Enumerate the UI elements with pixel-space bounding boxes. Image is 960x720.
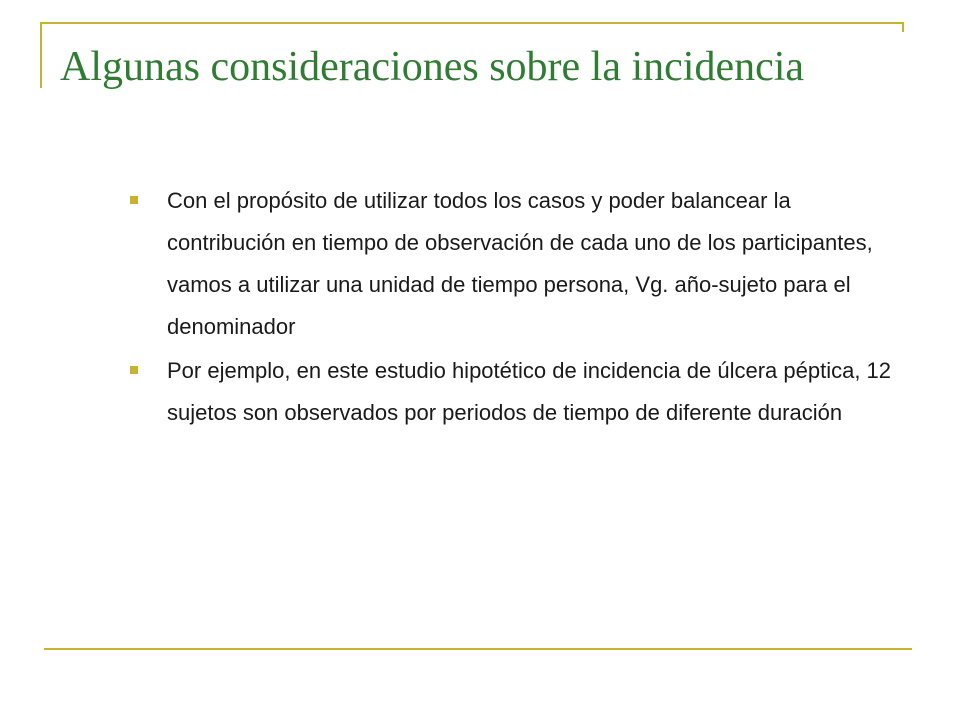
bullet-text: Por ejemplo, en este estudio hipotético de incidencia de úlcera péptica, 12 sujetos son observados por periodos de tiempo de diferente duración	[167, 358, 892, 425]
square-bullet-icon	[130, 366, 138, 374]
top-rule	[40, 22, 904, 24]
square-bullet-icon	[130, 196, 138, 204]
left-vertical-rule	[40, 22, 42, 88]
bottom-rule	[44, 648, 912, 650]
bullet-list	[130, 180, 910, 436]
right-tick-rule	[902, 22, 904, 32]
bullet-item	[130, 350, 910, 434]
bullet-text: Con el propósito de utilizar todos los casos y poder balancear la contribución en tiempo de observación de cada uno de los participantes, vamos a utilizar una unidad de tiempo persona, Vg. año-sujeto para el denominador	[167, 188, 873, 339]
bullet-item	[130, 180, 910, 348]
slide-title: Algunas consideraciones sobre la incidencia	[60, 44, 805, 90]
